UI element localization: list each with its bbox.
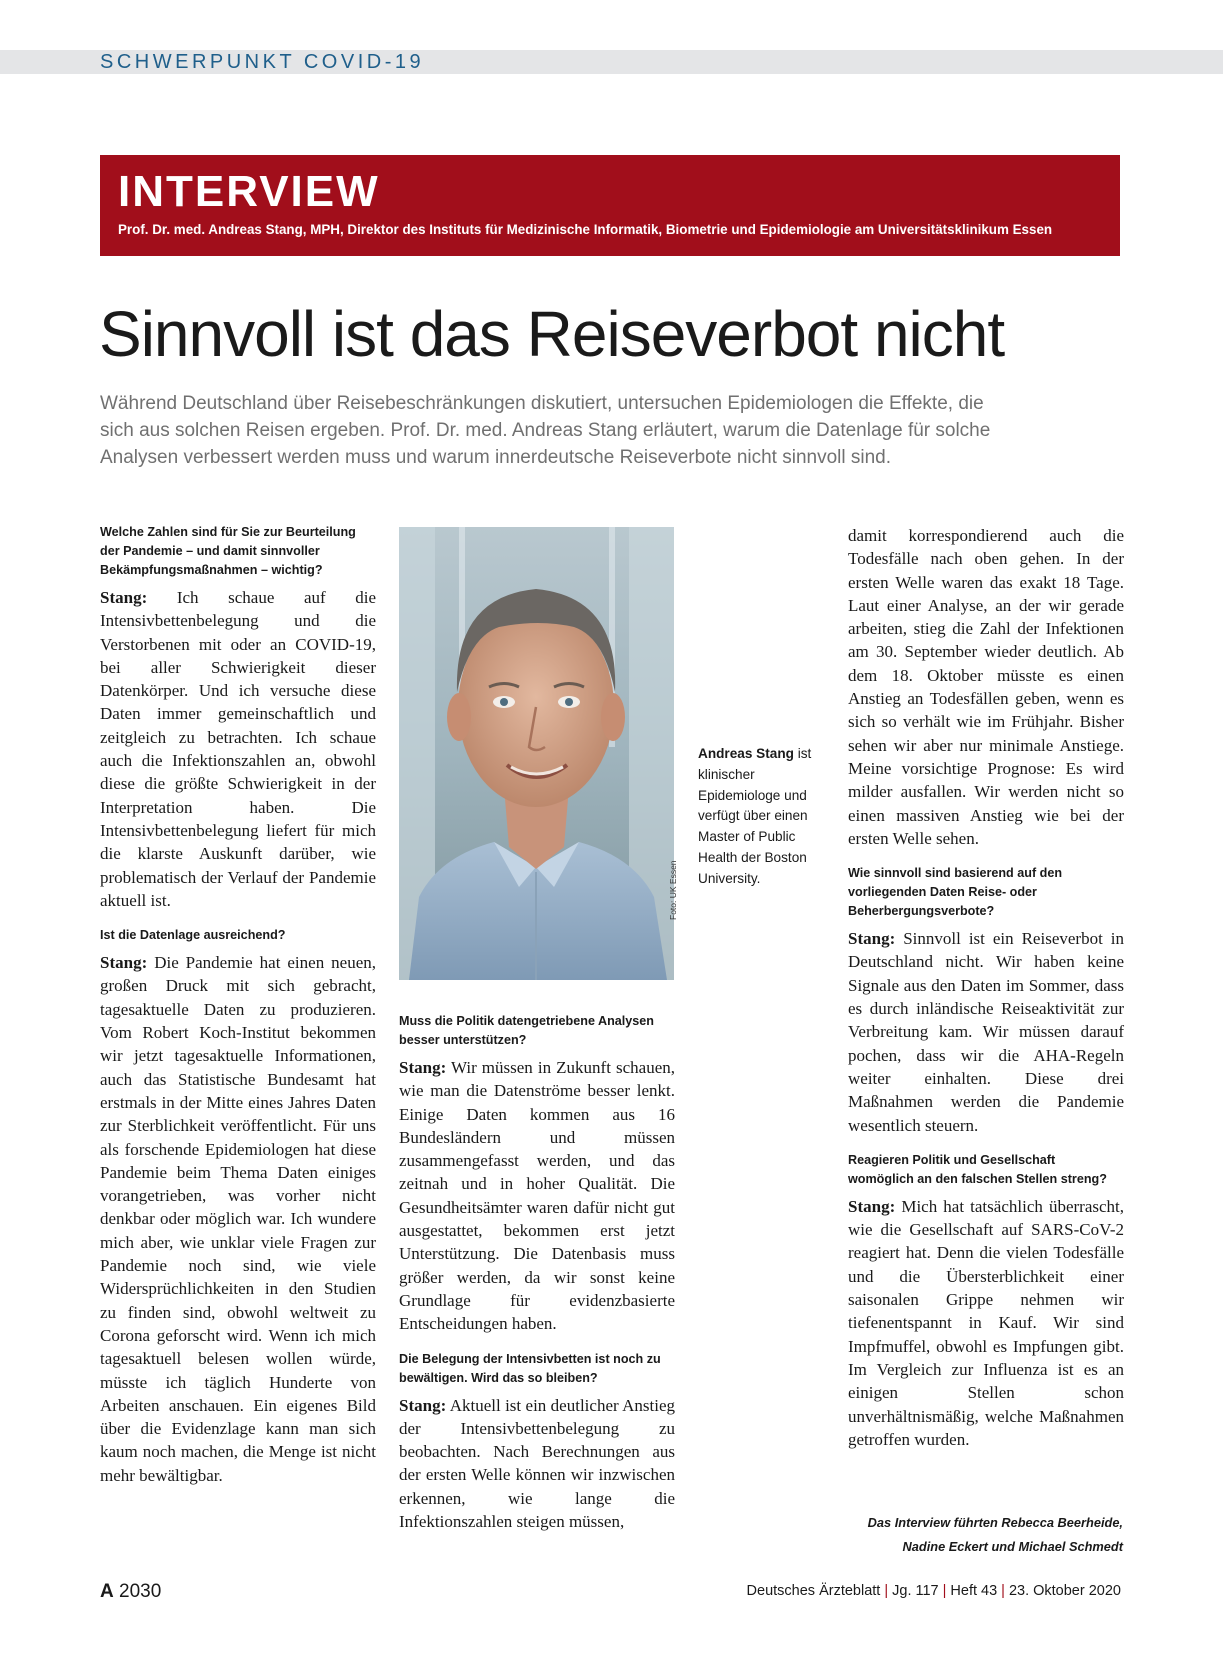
page-number-value: 2030	[119, 1581, 162, 1602]
answer-1-text: Ich schaue auf die Intensivbettenbelegung und die Verstorbenen mit oder an COVID-19, bei aller Schwierigkeit dieser Datenkörper. Und ich versuche diese Daten immer gemeinschaftlich und zeitgleich zu betrachten. Ich schaue auch die Infektionszahlen an, obwohl diese die größte Schwierigkeit in der Interpretation haben. Die Intensivbettenbelegung liefert für mich die klarste Auskunft darüber, wie problematisch der Verlauf der Pandemie aktuell ist.	[100, 588, 377, 910]
question-3: Muss die Politik datengetriebene Analysen besser unterstützen?	[399, 1014, 654, 1047]
speaker-label: Stang:	[100, 588, 148, 607]
column-1	[100, 523, 376, 1487]
signoff-line-1: Das Interview führten Rebecca Beerheide,	[867, 1515, 1123, 1530]
question-4: Die Belegung der Intensivbetten ist noch zu bewältigen. Wird das so bleiben?	[399, 1351, 661, 1385]
journal-name: Deutsches Ärzteblatt	[746, 1583, 881, 1599]
answer-4-text: Aktuell ist ein deutlicher Anstieg der Intensivbettenbelegung zu beobachten. Nach Berechnungen aus der ersten Welle können wir inzwischen erkennen, wie lange die Infektionszahlen steigen müssen,	[399, 1395, 675, 1532]
answer-4	[399, 1394, 675, 1534]
speaker-label: Stang:	[399, 1058, 447, 1077]
answer-6-text: Mich hat tatsächlich überrascht, wie die Gesellschaft auf SARS-CoV-2 reagiert hat. Denn die vielen Todesfälle und die Übersterblichkeit einer saisonalen Grippe nehmen wir tiefenentspannt in Kauf. Wir sind Impfmuffel, obwohl es Impfungen gibt. Im Vergleich zur Influenza ist es an einigen Stellen schon unverhältnismäßig, welche Maßnahmen getroffen wurden.	[848, 1196, 1124, 1449]
answer-2-text: Die Pandemie hat einen neuen, großen Druck mit sich gebracht, tagesaktuelle Daten zu produzieren. Vom Robert Koch-Institut bekommen wir jetzt tagesaktuelle Informationen, auch das Statistische Bundesamt hat erstmals in der Mitte eines Jahres Daten zur Sterblichkeit veröffentlicht. Für uns als forschende Epidemiologen hat diese Pandemie beim Thema Daten einiges vorangetrieben, was vorher nicht denkbar oder möglich war. Ich wundere mich aber, wie unklar viele Fragen zur Pandemie noch sind, wie viele Widersprüchlichkeiten in den Studien zu finden sind, obwohl weltweit zu Corona geforscht wird. Wenn ich mich tagesaktuell belesen wollen würde, müsste ich täglich Hunderte von Arbeiten anschauen. Ein eigenes Bild über die Evidenzlage kann man sich kaum noch machen, die Menge ist nicht mehr bewältigbar.	[100, 953, 376, 1485]
journal-issue: Heft 43	[950, 1583, 998, 1599]
journal-footer: Deutsches Ärzteblatt | Jg. 117 | Heft 43 | 23. Oktober 2020	[746, 1583, 1121, 1599]
column-2	[399, 1012, 675, 1533]
section-label: SCHWERPUNKT COVID-19	[100, 51, 425, 73]
interview-signoff	[848, 1511, 1123, 1559]
journal-date: 23. Oktober 2020	[1008, 1583, 1121, 1599]
caption-text: ist klinischer Epidemiologe und verfügt über einen Master of Public Health der Boston University.	[698, 746, 812, 886]
page-prefix: A	[100, 1581, 114, 1602]
signoff-line-2: Nadine Eckert und Michael Schmedt	[902, 1539, 1123, 1554]
speaker-label: Stang:	[399, 1395, 447, 1415]
answer-1	[100, 586, 376, 912]
caption-name: Andreas Stang	[698, 746, 794, 761]
photo-credit: Foto: UK Essen	[668, 860, 678, 920]
answer-5-text: Sinnvoll ist ein Reiseverbot in Deutschland nicht. Wir haben keine Signale aus den Daten im Sommer, dass es durch inländische Reiseaktivität zur Verbreitung kam. Wir müssen darauf pochen, dass wir die AHA-Regeln weiter einhalten. Diese drei Maßnahmen werden die Pandemie wesentlich steuern.	[848, 929, 1124, 1135]
question-2: Ist die Datenlage ausreichend?	[100, 928, 286, 943]
answer-4-continued: damit korrespondierend auch die Todesfälle nach oben gehen. In der ersten Welle waren das exakt 18 Tage. Laut einer Analyse, an der wir gerade arbeiten, stieg die Zahl der Infektionen am 30. September wieder deutlich. Ab dem 18. Oktober müsste es einen Anstieg an Todesfällen geben, wenn es sich so verhält wie im Frühjahr. Bisher sehen wir aber nur minimale Anstiege. Meine vorsichtige Prognose: Es wird milder ausfallen. Wir werden nicht so einen massiven Anstieg wie bei der ersten Welle sehen.	[848, 526, 1124, 848]
answer-3-text: Wir müssen in Zukunft schauen, wie man die Datenströme besser lenkt. Einige Daten kommen aus 16 Bundesländern und müssen zusammengefasst werden, und das zeitnah und in hoher Qualität. Die Gesundheitsämter waren dafür nicht gut ausgestattet, bekommen erst jetzt Unterstützung. Die Datenbasis muss größer werden, da wir sonst keine Grundlage für evidenzbasierte Entscheidungen haben.	[399, 1058, 675, 1334]
journal-volume: Jg. 117	[892, 1583, 939, 1599]
answer-2	[100, 951, 376, 1487]
lead-paragraph: Während Deutschland über Reisebeschränkungen diskutiert, untersuchen Epidemiologen die Effekte, die sich aus solchen Reisen ergeben. Prof. Dr. med. Andreas Stang erläutert, warum die Datenlage für solche Analysen verbessert werden muss und warum innerdeutsche Reiseverbote nicht sinnvoll sind.	[100, 393, 991, 468]
column-3	[848, 524, 1124, 1451]
portrait-illustration	[399, 527, 674, 980]
speaker-label: Stang:	[848, 929, 896, 949]
answer-6	[848, 1195, 1124, 1451]
portrait-photo	[399, 527, 674, 980]
kicker-interview: INTERVIEW	[118, 167, 380, 216]
photo-caption	[698, 744, 828, 890]
interview-banner	[100, 155, 1120, 256]
question-1: Welche Zahlen sind für Sie zur Beurteilung der Pandemie – und damit sinnvoller Bekämpfungsmaßnahmen – wichtig?	[100, 525, 356, 577]
answer-5	[848, 927, 1124, 1137]
answer-3	[399, 1056, 675, 1336]
question-6: Reagieren Politik und Gesellschaft womöglich an den falschen Stellen streng?	[848, 1152, 1107, 1186]
question-5: Wie sinnvoll sind basierend auf den vorliegenden Daten Reise- oder Beherbergungsverbote?	[848, 866, 1063, 919]
interviewee-affiliation: Prof. Dr. med. Andreas Stang, MPH, Direktor des Instituts für Medizinische Informatik, Biometrie und Epidemiologie am Universitätsklinikum Essen	[118, 222, 1053, 237]
speaker-label: Stang:	[848, 1196, 896, 1216]
headline: Sinnvoll ist das Reiseverbot nicht	[99, 298, 1005, 370]
speaker-label: Stang:	[100, 953, 148, 973]
page-number	[100, 1581, 161, 1603]
